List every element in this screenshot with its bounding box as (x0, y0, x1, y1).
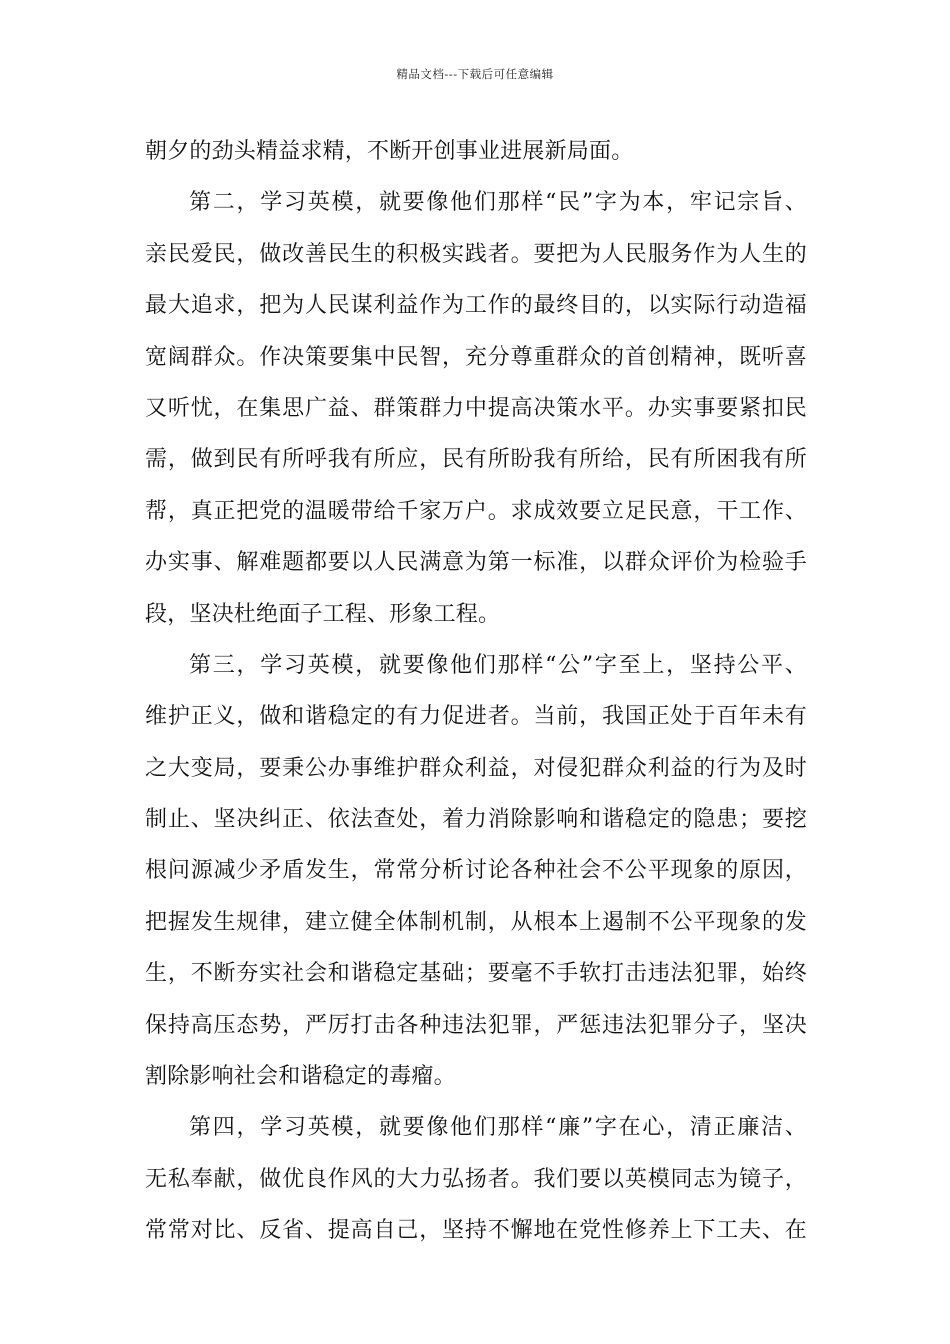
text-line: 制止、坚决纠正、依法查处，着力消除影响和谐稳定的隐患；要挖 (145, 807, 807, 833)
page-header: 精品文档---下载后可任意编辑 (396, 67, 554, 81)
text-line: 帮，真正把党的温暖带给千家万户。求成效要立足民意，干工作、 (145, 498, 807, 524)
text-line: 朝夕的劲头精益求精，不断开创事业进展新局面。 (145, 139, 634, 164)
paragraph-start-line: 第三，学习英模，就要像他们那样“公”字至上，坚持公平、 (189, 652, 807, 678)
text-line: 之大变局，要秉公办事维护群众利益，对侵犯群众利益的行为及时 (145, 755, 807, 781)
text-line: 宽阔群众。作决策要集中民智，充分尊重群众的首创精神，既听喜 (145, 344, 807, 370)
paragraph-start-line: 第四，学习英模，就要像他们那样“廉”字在心，清正廉洁、 (189, 1115, 807, 1141)
text-line: 割除影响社会和谐稳定的毒瘤。 (145, 1064, 456, 1090)
text-line: 生，不断夯实社会和谐稳定基础；要毫不手软打击违法犯罪，始终 (145, 961, 807, 987)
text-line: 又听忧，在集思广益、群策群力中提高决策水平。办实事要紧扣民 (145, 395, 807, 421)
text-line: 把握发生规律，建立健全体制机制，从根本上遏制不公平现象的发 (145, 909, 807, 935)
text-line: 无私奉献，做优良作风的大力弘扬者。我们要以英模同志为镜子， (145, 1166, 807, 1192)
text-line: 亲民爱民，做改善民生的积极实践者。要把为人民服务作为人生的 (145, 241, 807, 267)
text-line: 需，做到民有所呼我有所应，民有所盼我有所给，民有所困我有所 (145, 447, 807, 473)
text-line: 最大追求，把为人民谋利益作为工作的最终目的，以实际行动造福 (145, 293, 807, 319)
text-line: 维护正义，做和谐稳定的有力促进者。当前，我国正处于百年未有 (145, 704, 807, 730)
text-line: 保持高压态势，严厉打击各种违法犯罪，严惩违法犯罪分子，坚决 (145, 1012, 807, 1038)
text-line: 常常对比、反省、提高自己，坚持不懈地在党性修养上下工夫、在 (145, 1218, 807, 1244)
text-line: 办实事、解难题都要以人民满意为第一标准，以群众评价为检验手 (145, 550, 807, 576)
document-body (145, 132, 807, 1263)
text-line: 根问源减少矛盾发生，常常分析讨论各种社会不公平现象的原因， (145, 858, 807, 884)
paragraph-start-line: 第二，学习英模，就要像他们那样“民”字为本，牢记宗旨、 (189, 190, 807, 216)
text-line: 段，坚决杜绝面子工程、形象工程。 (145, 601, 501, 627)
